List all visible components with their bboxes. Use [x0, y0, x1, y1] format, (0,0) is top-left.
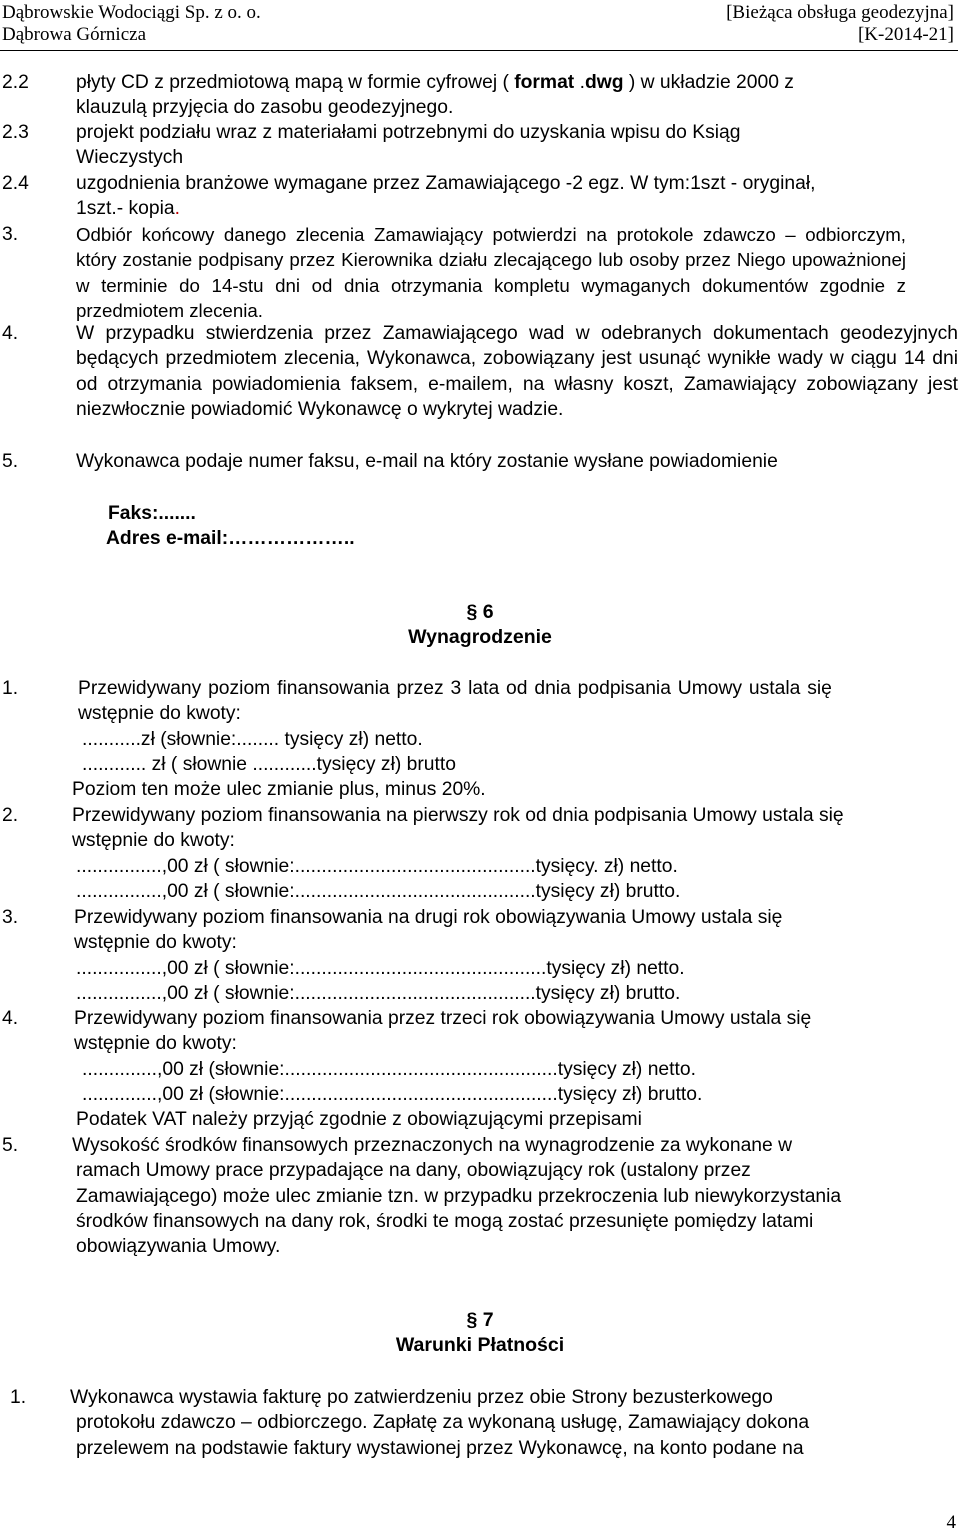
item-text: Poziom ten może ulec zmianie plus, minus 20%.: [72, 779, 486, 801]
sec6-item-5: [72, 1133, 956, 1259]
section-6-title: Wynagrodzenie: [408, 626, 552, 648]
item-text: Podatek VAT należy przyjąć zgodnie z obowiązującymi przepisami: [76, 1109, 642, 1131]
item-text: wstępnie do kwoty:: [74, 932, 237, 954]
paragraph-3: Odbiór końcowy danego zlecenia Zamawiający potwierdzi na protokole zdawczo – odbiorczym, który zostanie podpisany przez Kierownika działu zlecającego lub osoby przez Niego upoważnionej w terminie do 14-stu dni od dnia otrzymania kompletu wymaganych dokumentów zgodnie z przedmiotem zlecenia.: [76, 224, 906, 321]
item-text: wstępnie do kwoty:: [78, 703, 241, 725]
bold-text: format: [514, 72, 575, 93]
item-text: protokołu zdawczo – odbiorczego. Zapłatę za wykonaną usługę, Zamawiający dokona: [76, 1412, 810, 1434]
amount-line: ................,00 zł ( słownie:.............................................tysięcy zł) brutto.: [76, 982, 681, 1004]
amount-line: ................,00 zł ( słownie:.............................................tysięcy. zł) netto.: [76, 855, 678, 877]
amount-line: ................,00 zł ( słownie:...............................................tysięcy zł) netto.: [76, 957, 685, 979]
item-text: Wieczystych: [76, 147, 184, 169]
item-number: 4.: [2, 323, 19, 344]
item-number: 4.: [2, 1008, 19, 1029]
paragraph-4: W przypadku stwierdzenia przez Zamawiającego wad w odebranych dokumentach geodezyjnych będących przedmiotem zlecenia, Wykonawca, zobowiązany jest usunąć wynikłe wady w ciągu 14 dni od otrzymania powiadomienia faksem, e-mailem, na własny koszt, Zamawiający zobowiązany jest niezwłocznie powiadomić Wykonawcę o wykrytej wadzie.: [76, 323, 958, 420]
item-text: przelewem na podstawie faktury wystawionej przez Wykonawcę, na konto podane na: [76, 1437, 804, 1459]
list-item-2-2: [76, 70, 956, 121]
item-text: środków finansowych na dany rok, środki te mogą zostać przesunięte pomiędzy latami: [76, 1210, 814, 1232]
bold-text: dwg: [584, 72, 624, 93]
item-text: Wykonawca wystawia fakturę po zatwierdzeniu przez obie Strony bezusterkowego: [70, 1387, 773, 1408]
sec7-item-1: [70, 1385, 954, 1461]
item-text: obowiązywania Umowy.: [76, 1236, 281, 1258]
item-text: płyty CD z przedmiotową mapą w formie cyfrowej (: [76, 72, 515, 93]
header-city: Dąbrowa Górnicza: [2, 24, 147, 45]
sec6-item-3: [74, 905, 954, 1006]
sec6-item-2: [72, 803, 956, 904]
item-number: 1.: [10, 1387, 27, 1408]
header-doc-title: [Bieżąca obsługa geodezyjna]: [726, 2, 954, 23]
item-number: 5.: [2, 451, 19, 472]
item-text: Przewidywany poziom finansowania przez trzeci rok obowiązywania Umowy ustala się: [74, 1008, 812, 1029]
section-7-number: § 7: [466, 1309, 494, 1331]
sec6-item-4: [74, 1006, 954, 1132]
item-text: 1szt.- kopia: [76, 198, 175, 220]
item-number: 3.: [2, 224, 19, 245]
email-field: Adres e-mail:………………..: [106, 528, 355, 549]
sec6-item-1: [72, 676, 958, 802]
amount-line: ...........zł (słownie:........ tysięcy zł) netto.: [82, 728, 423, 750]
item-text: klauzulą przyjęcia do zasobu geodezyjnego.: [76, 97, 454, 119]
header-doc-code: [K-2014-21]: [857, 24, 954, 45]
item-number: 5.: [2, 1135, 19, 1156]
paragraph-5: Wykonawca podaje numer faksu, e-mail na który zostanie wysłane powiadomienie: [76, 451, 778, 472]
item-text: Wysokość środków finansowych przeznaczonych na wynagrodzenie za wykonane w: [72, 1135, 793, 1156]
item-number: 3.: [2, 907, 19, 928]
red-dot: .: [174, 198, 180, 220]
section-6-number: § 6: [466, 601, 494, 623]
item-text: ) w układzie 2000 z: [623, 72, 794, 93]
item-text: Zamawiającego) może ulec zmianie tzn. w przypadku przekroczenia lub niewykorzystania: [76, 1185, 842, 1207]
list-item-2-4: [76, 171, 956, 222]
item-number: 2.3: [2, 122, 29, 143]
fax-field: Faks:.......: [108, 503, 196, 524]
section-7-title: Warunki Płatności: [395, 1334, 565, 1356]
item-text: ramach Umowy prace przypadające na dany, obowiązujący rok (ustalony przez: [76, 1160, 751, 1182]
header-divider: [0, 50, 958, 51]
item-text: uzgodnienia branżowe wymagane przez Zamawiającego -2 egz. W tym:1szt - oryginał,: [76, 173, 816, 194]
item-text: Przewidywany poziom finansowania na drugi rok obowiązywania Umowy ustala się: [74, 907, 783, 928]
amount-line: ..............,00 zł (słownie:...................................................tysięcy zł) netto.: [82, 1058, 696, 1080]
amount-line: ............ zł ( słownie ............tysięcy zł) brutto: [82, 753, 456, 775]
item-text: projekt podziału wraz z materiałami potrzebnymi do uzyskania wpisu do Ksiąg: [76, 122, 741, 143]
list-item-2-3: [76, 120, 956, 171]
item-number: 2.4: [2, 173, 29, 194]
item-text: Przewidywany poziom finansowania przez 3 lata od dnia podpisania Umowy ustala się: [78, 678, 832, 699]
page-number: 4: [946, 1512, 956, 1533]
item-text: Przewidywany poziom finansowania na pierwszy rok od dnia podpisania Umowy ustala się: [72, 805, 844, 826]
amount-line: ..............,00 zł (słownie:...................................................tysięcy zł) brutto.: [82, 1083, 703, 1105]
amount-line: ................,00 zł ( słownie:.............................................tysięcy zł) brutto.: [76, 880, 681, 902]
item-text: .: [574, 72, 585, 93]
item-text: wstępnie do kwoty:: [72, 830, 235, 852]
item-text: wstępnie do kwoty:: [74, 1033, 237, 1055]
header-company: Dąbrowskie Wodociągi Sp. z o. o.: [2, 2, 261, 23]
item-number: 2.: [2, 805, 19, 826]
item-number: 2.2: [2, 72, 29, 93]
item-number: 1.: [2, 678, 19, 699]
